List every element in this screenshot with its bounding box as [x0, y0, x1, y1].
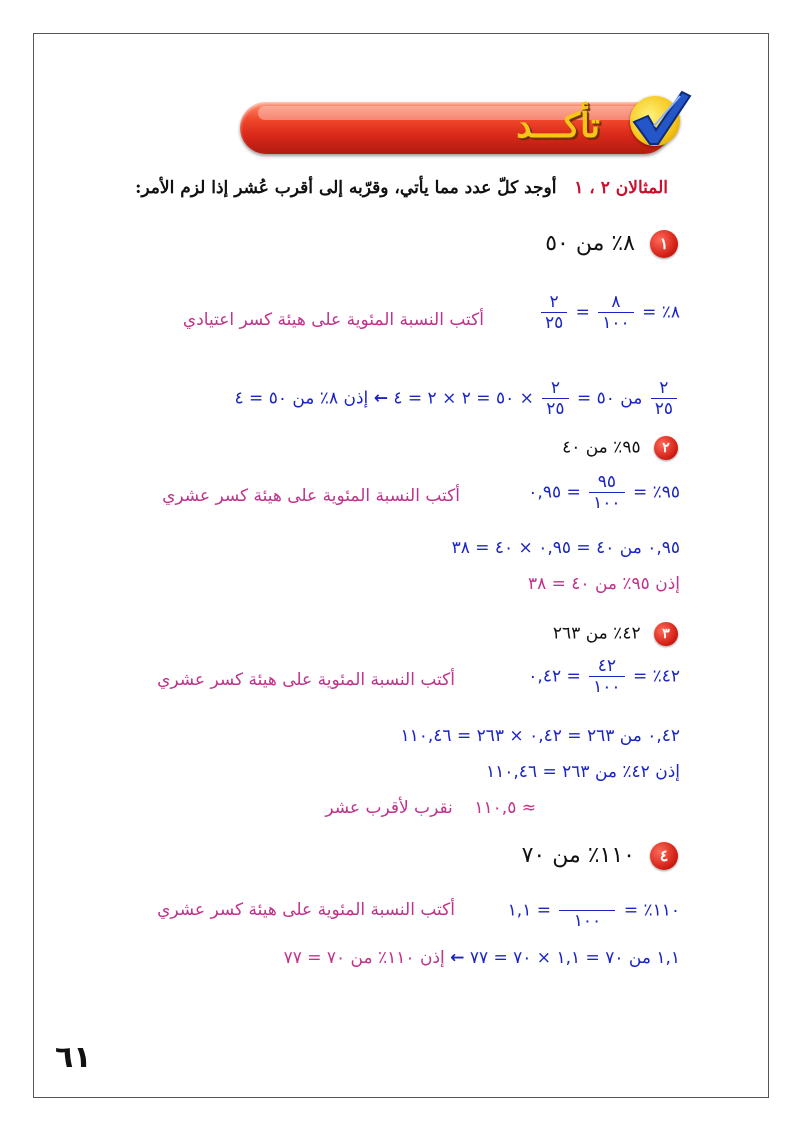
problem-2-number: ٢ [654, 436, 678, 460]
rounded-value: ≈ ١١٠,٥ [474, 798, 536, 818]
problem-4-lhs: ١١٠٪ = [623, 900, 680, 921]
problem-3-step-1 [528, 656, 680, 697]
problem-2-text: ٩٥٪ من ٤٠ [562, 437, 641, 458]
section-banner [240, 102, 670, 154]
fraction-numerator: ٢ [659, 378, 669, 398]
fraction-numerator: ٢ [549, 292, 559, 312]
fraction [541, 292, 567, 333]
problem-2-result: إذن ٩٥٪ من ٤٠ = ٣٨ [527, 574, 680, 594]
fraction-denominator: ١٠٠ [589, 676, 624, 697]
fraction-numerator: ٩٥ [597, 472, 616, 492]
fraction [559, 890, 615, 931]
fraction-denominator: ٢٥ [651, 398, 677, 419]
fraction-denominator: ١٠٠ [559, 910, 615, 931]
problem-1-number: ١ [650, 230, 678, 258]
fraction [651, 378, 677, 419]
problem-1-rest: × ٥٠ = ٢ × ٢ = ٤ [393, 388, 534, 409]
fraction-numerator: ٨ [611, 292, 621, 312]
fraction-denominator: ٢٥ [541, 312, 567, 333]
problem-2-question [562, 436, 678, 460]
problem-2-step-1 [528, 472, 680, 513]
arrow-left-icon: ← [373, 388, 388, 409]
fraction [542, 378, 568, 419]
problem-4-text: ١١٠٪ من ٧٠ [521, 843, 635, 868]
fraction-numerator: ٢ [550, 378, 560, 398]
problem-4-result: إذن ١١٠٪ من ٧٠ = ٧٧ [283, 948, 445, 968]
problem-3-rhs: = ٠,٤٢ [528, 666, 581, 687]
problem-1-step-2 [234, 378, 680, 419]
fraction [598, 292, 633, 333]
fraction-denominator: ١٠٠ [589, 492, 624, 513]
rounding-note: نقرب لأقرب عشر [325, 798, 453, 818]
problem-4-note: أكتب النسبة المئوية على هيئة كسر عشري [157, 900, 455, 920]
problem-3-note: أكتب النسبة المئوية على هيئة كسر عشري [157, 670, 455, 690]
problem-4-rhs: = ١,١ [507, 900, 551, 921]
fraction [589, 472, 624, 513]
problem-1-mid: من ٥٠ = [576, 388, 643, 409]
problem-2-lhs: ٩٥٪ = [632, 482, 680, 503]
problem-3-step-2: ٠,٤٢ من ٢٦٣ = ٠,٤٢ × ٢٦٣ = ١١٠,٤٦ [400, 726, 680, 746]
problem-3-question [553, 622, 678, 646]
problem-4-step-1 [508, 890, 680, 931]
problem-3-result: إذن ٤٢٪ من ٢٦٣ = ١١٠,٤٦ [486, 762, 680, 782]
banner-title: تأكـــد [516, 106, 600, 146]
problem-4-calc: ١,١ من ٧٠ = ١,١ × ٧٠ = ٧٧ [469, 948, 680, 968]
problem-3-text: ٤٢٪ من ٢٦٣ [552, 623, 641, 644]
problem-1-result: إذن ٨٪ من ٥٠ = ٤ [234, 388, 369, 409]
problem-1-text: ٨٪ من ٥٠ [545, 231, 635, 256]
arrow-left-icon: ← [450, 948, 465, 968]
fraction-denominator: ١٠٠ [598, 312, 633, 333]
problem-3-rounding [325, 798, 536, 818]
problem-2-note: أكتب النسبة المئوية على هيئة كسر عشري [162, 486, 460, 506]
fraction-numerator: ٤٢ [597, 656, 616, 676]
fraction-denominator: ٢٥ [542, 398, 568, 419]
problem-1-lhs: ٨٪ = [642, 302, 680, 323]
problem-1-question [545, 230, 678, 258]
problem-1-step-1 [538, 292, 680, 333]
problem-2-rhs: = ٠,٩٥ [528, 482, 581, 503]
equals: = [575, 302, 590, 323]
problem-3-lhs: ٤٢٪ = [632, 666, 680, 687]
problem-3-number: ٣ [654, 622, 678, 646]
fraction [589, 656, 624, 697]
exercise-intro [135, 178, 668, 198]
checkmark-icon [624, 86, 694, 152]
problem-1-note: أكتب النسبة المئوية على هيئة كسر اعتيادي [182, 310, 484, 330]
fraction-numerator [559, 890, 615, 910]
page-number: ٦١ [55, 1040, 92, 1075]
problem-2-step-2: ٠,٩٥ من ٤٠ = ٠,٩٥ × ٤٠ = ٣٨ [451, 538, 680, 558]
intro-label: المثالان ٢ ، ١ [574, 178, 668, 198]
problem-4-step-2 [284, 948, 680, 968]
intro-text: أوجد كلّ عدد مما يأتي، وقرّبه إلى أقرب عُشر إذا لزم الأمر: [135, 178, 557, 198]
problem-4-question [522, 842, 678, 870]
problem-4-number: ٤ [650, 842, 678, 870]
